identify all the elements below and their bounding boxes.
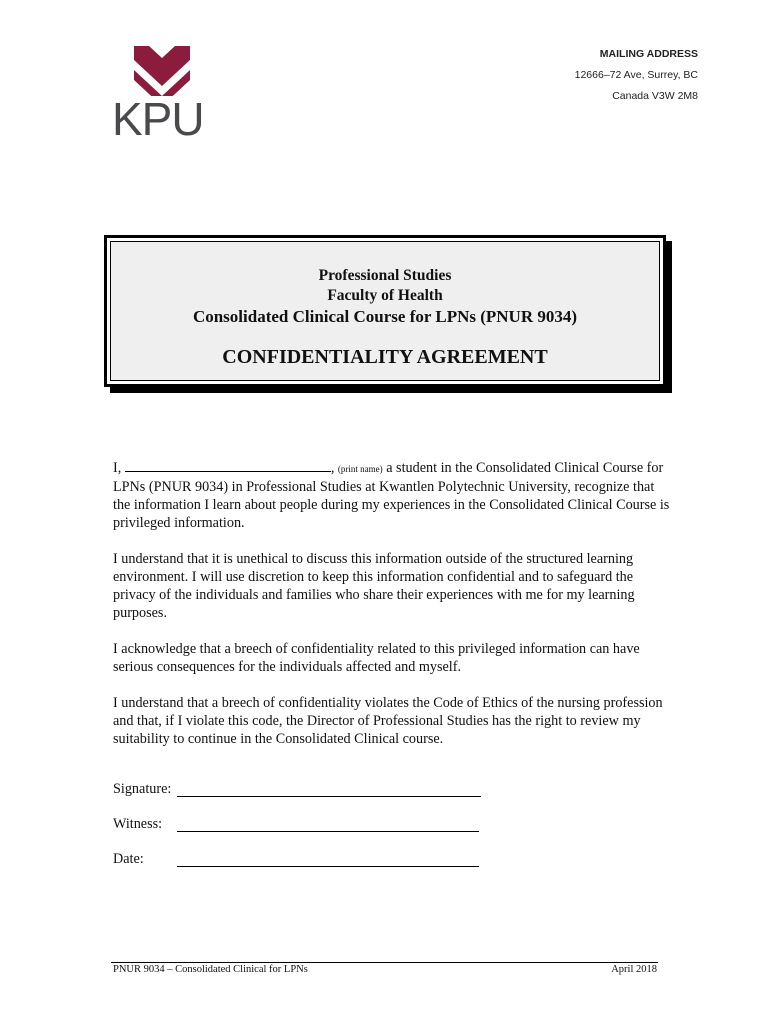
footer-course: PNUR 9034 – Consolidated Clinical for LPNs (113, 964, 308, 975)
department-title: Professional Studies (318, 267, 452, 284)
footer-date: April 2018 (611, 964, 657, 975)
date-row (113, 851, 144, 868)
logo-wordmark: KPU (112, 93, 204, 145)
print-name-field[interactable] (125, 458, 331, 472)
paragraph-1-start: I, (113, 460, 122, 476)
course-title: Consolidated Clinical Course for LPNs (PNUR 9034) (192, 307, 578, 326)
title-box-inner (110, 241, 660, 381)
paragraph-4: I understand that a breech of confidentiality violates the Code of Ethics of the nursing profession and that, if I violate this code, the Director of Professional Studies has the right to review my suitability to continue in the Consolidated Clinical course. (113, 695, 663, 747)
mailing-address (575, 44, 698, 107)
kpu-chevron-icon (112, 46, 212, 96)
paragraph-3: I acknowledge that a breech of confidentiality related to this privileged information can have serious consequences for the individuals affected and myself. (113, 641, 640, 675)
agreement-body (113, 458, 673, 766)
paragraph-2: I understand that it is unethical to discuss this information outside of the structured learning environment. I will use discretion to keep this information confidential and to safeguard the privacy of the individuals and families who share their experiences with me for my learning purposes. (113, 551, 635, 621)
paragraph-1-rest: a student in the Consolidated Clinical Course for LPNs (PNUR 9034) in Professional Studies at Kwantlen Polytechnic University, recognize that the information I learn about people during my experiences in the Consolidated Clinical Course is privileged information. (113, 460, 670, 531)
date-field[interactable] (177, 866, 479, 867)
witness-label: Witness: (113, 816, 163, 832)
signature-label: Signature: (113, 781, 172, 797)
signature-row (113, 781, 171, 798)
signature-field[interactable] (177, 796, 481, 797)
footer-divider (111, 962, 658, 963)
print-name-hint: (print name) (337, 464, 383, 474)
address-line-1: 12666–72 Ave, Surrey, BC (574, 69, 698, 81)
witness-field[interactable] (177, 831, 479, 832)
title-box (104, 235, 666, 387)
address-line-2: Canada V3W 2M8 (612, 90, 698, 102)
witness-row (113, 816, 162, 833)
date-label: Date: (113, 851, 144, 867)
address-heading: MAILING ADDRESS (599, 48, 698, 60)
faculty-title: Faculty of Health (327, 287, 443, 304)
kpu-logo (112, 46, 212, 145)
paragraph-1: I, , (print name) a student in the Consolidated Clinical Course for LPNs (PNUR 9034) in Professional Studies at Kwantlen Polytechnic University, recognize that the information I learn about people during my experiences in the Consolidated Clinical Course is privileged information. (113, 460, 670, 531)
document-title: CONFIDENTIALITY AGREEMENT (222, 346, 548, 368)
